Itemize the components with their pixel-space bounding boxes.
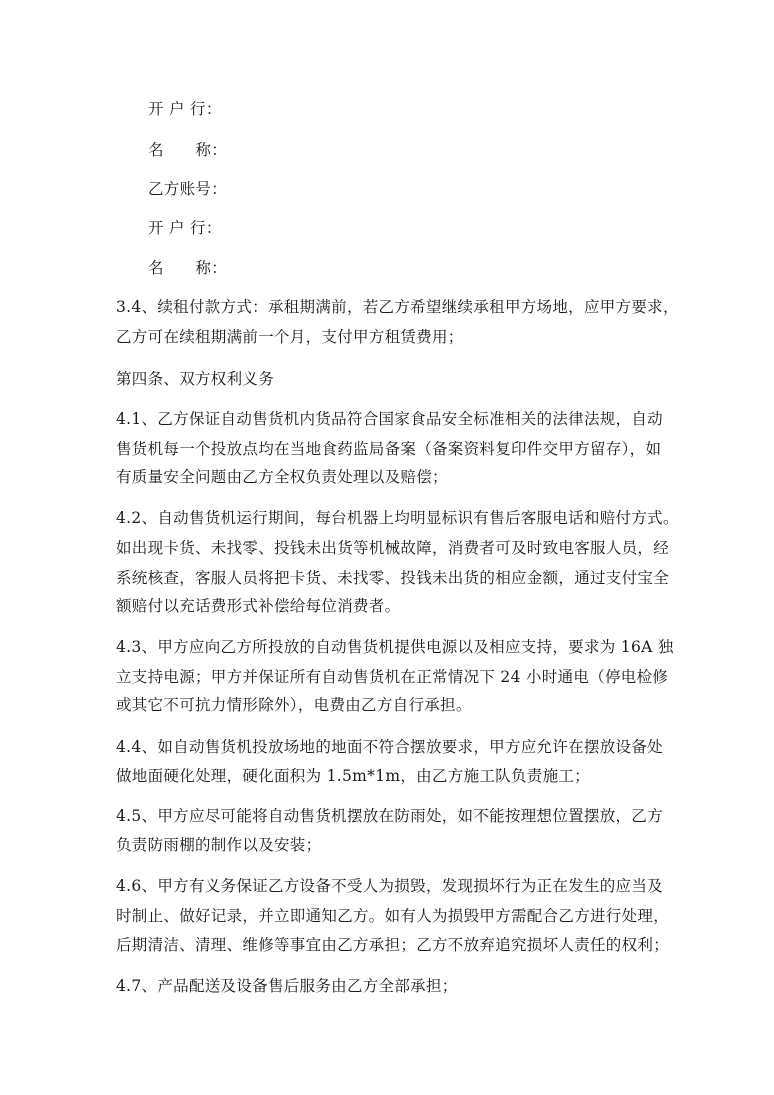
clause-4-2-line-1: 4.2、自动售货机运行期间，每台机器上均明显标识有售后客服电话和赔付方式。 — [116, 509, 679, 527]
clause-4-2-line-3: 系统核查，客服人员将把卡货、未找零、投钱未出货的相应金额，通过支付宝全 — [116, 569, 670, 587]
party-a-name-label: 名 称： — [148, 141, 228, 159]
clause-4-2-line-4: 额赔付以充话费形式补偿给每位消费者。 — [116, 597, 401, 615]
clause-4-5-line-1: 4.5、甲方应尽可能将自动售货机摆放在防雨处，如不能按理想位置摆放，乙方 — [116, 807, 663, 825]
party-b-bank-label: 开 户 行： — [148, 219, 222, 237]
clause-4-7-line-1: 4.7、产品配送及设备售后服务由乙方全部承担； — [116, 977, 458, 995]
clause-4-1-line-2: 售货机每一个投放点均在当地食药监局备案（备案资料复印件交甲方留存），如 — [116, 440, 662, 458]
clause-4-4-line-1: 4.4、如自动售货机投放场地的地面不符合摆放要求，甲方应允许在摆放设备处 — [116, 738, 663, 756]
clause-3-4-line-1: 3.4、续租付款方式：承租期满前，若乙方希望继续承租甲方场地，应甲方要求， — [116, 298, 679, 316]
clause-4-3-line-2: 立支持电源；甲方并保证所有自动售货机在正常情况下 24 小时通电（停电检修 — [116, 668, 669, 686]
clause-4-6-line-3: 后期清洁、清理、维修等事宜由乙方承担；乙方不放弃追究损坏人责任的权利； — [116, 936, 670, 954]
clause-4-3-line-3: 或其它不可抗力情形除外），电费由乙方自行承担。 — [116, 696, 472, 714]
article-4-title: 第四条、双方权利义务 — [116, 370, 275, 388]
clause-4-3-line-1: 4.3、甲方应向乙方所投放的自动售货机提供电源以及相应支持，要求为 16A 独 — [116, 638, 674, 656]
clause-4-6-line-2: 时制止、做好记录，并立即通知乙方。如有人为损毁甲方需配合乙方进行处理， — [116, 907, 670, 925]
clause-4-5-line-2: 负责防雨棚的制作以及安装； — [116, 836, 322, 854]
clause-3-4-line-2: 乙方可在续租期满前一个月，支付甲方租赁费用； — [116, 328, 464, 346]
clause-4-2-line-2: 如出现卡货、未找零、投钱未出货等机械故障，消费者可及时致电客服人员，经 — [116, 539, 670, 557]
party-b-account-label: 乙方账号： — [148, 180, 228, 198]
clause-4-1-line-1: 4.1、乙方保证自动售货机内货品符合国家食品安全标准相关的法律法规，自动 — [116, 410, 663, 428]
clause-4-1-line-3: 有质量安全问题由乙方全权负责处理以及赔偿； — [116, 468, 448, 486]
party-a-bank-label: 开 户 行： — [148, 100, 222, 118]
clause-4-6-line-1: 4.6、甲方有义务保证乙方设备不受人为损毁，发现损坏行为正在发生的应当及 — [116, 877, 663, 895]
party-b-name-label: 名 称： — [148, 259, 228, 277]
clause-4-4-line-2: 做地面硬化处理，硬化面积为 1.5m*1m，由乙方施工队负责施工； — [116, 767, 590, 785]
